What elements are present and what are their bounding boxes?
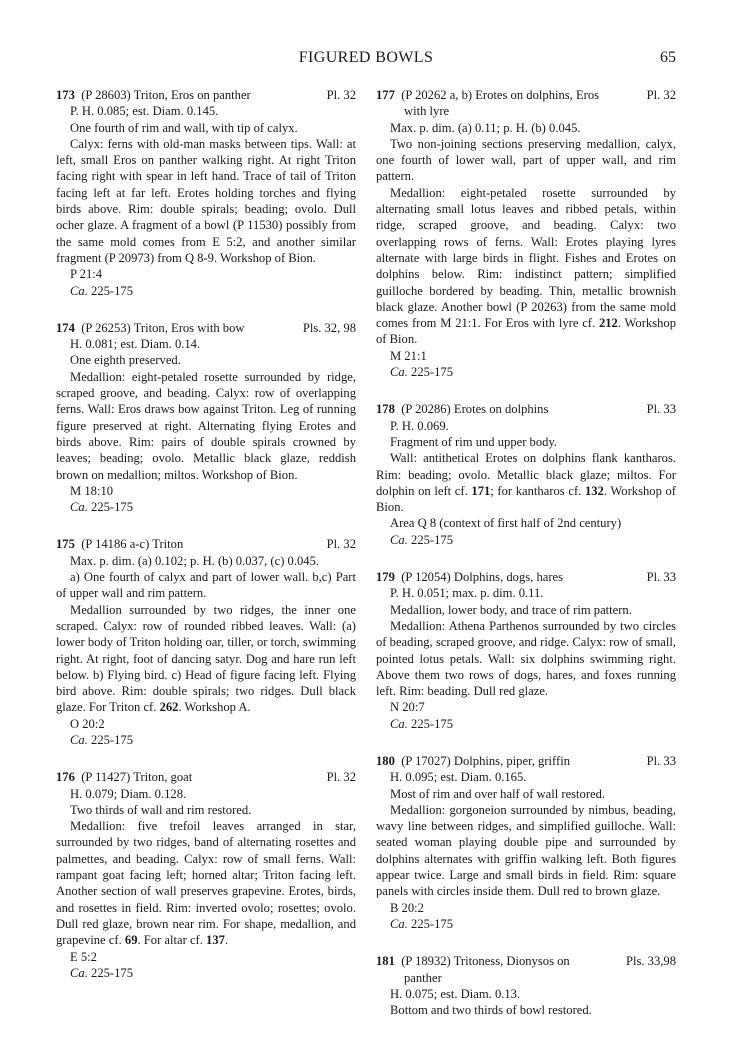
preservation: a) One fourth of calyx and part of lower wall. b,c) Part of upper wall and rim pattern. bbox=[56, 570, 356, 601]
catalog-entry-179 bbox=[376, 569, 676, 732]
date-circa: Ca. bbox=[390, 532, 408, 547]
catalog-entry-181 bbox=[376, 953, 676, 1018]
plate-ref: Pl. 32 bbox=[326, 770, 356, 785]
entry-title: Triton, Eros on panther bbox=[133, 88, 251, 102]
inventory-number: (P 20262 a, b) bbox=[401, 88, 473, 102]
deposit: M 18:10 bbox=[70, 483, 114, 498]
description: Medallion: five trefoil leaves arranged in star, surrounded by two ridges, band of alternating rosettes and palmettes, and beading. Calyx: row of small ferns. Wall: rampant goat facing left; horned altar; Triton facing left. Another section of wall preserves grapevine. Erotes, birds, and rosettes in field. Rim: inverted ovolo; rosettes; ovolo. Dull red glaze, brown near rim. For shape, medallion, and grapevine cf. 69. For altar cf. 137. bbox=[56, 819, 356, 948]
entry-number: 177 bbox=[376, 88, 395, 102]
inventory-number: (P 12054) bbox=[401, 570, 451, 585]
catalog-entry-173 bbox=[56, 87, 356, 299]
entry-title: Erotes on dolphins, Eros bbox=[475, 88, 600, 102]
entry-title-continued: panther bbox=[404, 970, 442, 985]
preservation: Most of rim and over half of wall restored. bbox=[390, 786, 606, 801]
running-title: FIGURED BOWLS bbox=[298, 49, 434, 66]
dimensions: P. H. 0.069. bbox=[390, 418, 449, 433]
entry-number: 180 bbox=[376, 753, 395, 768]
left-column bbox=[56, 87, 356, 1002]
entry-number: 173 bbox=[56, 88, 75, 102]
entry-title: Tritoness, Dionysos on bbox=[453, 954, 570, 969]
catalog-entry-175 bbox=[56, 536, 356, 748]
deposit: N 20:7 bbox=[390, 700, 425, 715]
inventory-number: (P 18932) bbox=[401, 954, 451, 969]
date-circa: Ca. bbox=[70, 283, 88, 298]
deposit: E 5:2 bbox=[70, 949, 97, 964]
entry-number: 179 bbox=[376, 570, 395, 585]
entry-number: 181 bbox=[376, 954, 395, 969]
plate-ref: Pl. 33 bbox=[646, 570, 676, 585]
inventory-number: (P 26253) bbox=[81, 320, 131, 335]
date-circa: Ca. bbox=[70, 732, 88, 747]
page-header bbox=[56, 50, 676, 72]
entry-number: 178 bbox=[376, 402, 395, 417]
dimensions: Max. p. dim. (a) 0.11; p. H. (b) 0.045. bbox=[390, 120, 581, 135]
cross-reference: 212 bbox=[598, 316, 618, 331]
date-circa: Ca. bbox=[390, 716, 408, 731]
dimensions: P. H. 0.051; max. p. dim. 0.11. bbox=[390, 586, 544, 601]
deposit: P 21:4 bbox=[70, 267, 103, 282]
preservation: Bottom and two thirds of bowl restored. bbox=[390, 1003, 592, 1018]
description: Medallion: Athena Parthenos surrounded by two circles of beading, scraped groove, and ridge. Calyx: row of small, pointed lotus petals. Wall: six dolphins swimming right. Above them two rows of dogs, hares, and foxes running left. Rim: beading. Dull red glaze. bbox=[376, 618, 676, 699]
date-circa: Ca. bbox=[390, 365, 408, 380]
date-range: 225-175 bbox=[411, 916, 453, 931]
cross-reference: 137 bbox=[206, 933, 225, 948]
plate-ref: Pl. 32 bbox=[646, 88, 676, 102]
entry-title: Triton, Eros with bow bbox=[133, 320, 245, 335]
description: Medallion: eight-petaled rosette surrounded by alternating small lotus leaves and ribbed petals, within ridge, scraped groove, and beading. Calyx: two overlapping rows of ferns. Wall: Erotes playing lyres alternate with large birds in flight. Fishes and Erotes on dolphins below. Rim: indistinct pattern; simplified guilloche bordered by beading. Thin, metallic brownish black glaze. Another bowl (P 20263) from the same mold comes from M 21:1. For Eros with lyre cf. 212. Workshop of Bion. bbox=[376, 185, 677, 347]
preservation: Fragment of rim und upper body. bbox=[390, 434, 558, 449]
dimensions: H. 0.081; est. Diam. 0.14. bbox=[70, 337, 201, 352]
description: Medallion: eight-petaled rosette surrounded by ridge, scraped groove, and beading. Calyx: row of overlapping ferns. Wall: Eros draws bow against Triton. Leg of running figure preserved at right. Alternating flying Erotes and birds above. Rim: pairs of double spirals crowned by leaves; beading; ovolo. Metallic black glaze, reddish brown on medallion; miltos. Workshop of Bion. bbox=[56, 369, 356, 482]
entry-number: 174 bbox=[56, 320, 75, 335]
plate-ref: Pls. 32, 98 bbox=[302, 320, 356, 335]
entry-title: Triton, goat bbox=[133, 770, 193, 785]
entry-number: 175 bbox=[56, 537, 75, 552]
inventory-number: (P 11427) bbox=[81, 770, 131, 785]
inventory-number: (P 28603) bbox=[81, 88, 131, 102]
dimensions: P. H. 0.085; est. Diam. 0.145. bbox=[70, 104, 219, 119]
date-range: 225-175 bbox=[91, 732, 133, 747]
dimensions: H. 0.075; est. Diam. 0.13. bbox=[390, 986, 521, 1001]
deposit: M 21:1 bbox=[390, 348, 427, 363]
description: Medallion: gorgoneion surrounded by nimbus, beading, wavy line between ridges, and simplified guilloche. Wall: seated woman playing double pipe and surrounded by dolphins alternates with griffin walking left. Both figures appear twice. Large and small birds in field. Rim: square panels with circles inside them. Dull red to brown glaze. bbox=[376, 802, 676, 899]
plate-ref: Pl. 32 bbox=[326, 537, 356, 552]
entry-title: Dolphins, piper, griffin bbox=[453, 753, 570, 768]
cross-reference: 69 bbox=[124, 933, 138, 948]
catalog-entry-177 bbox=[376, 87, 676, 380]
catalog-entry-178 bbox=[376, 401, 676, 548]
date-range: 225-175 bbox=[91, 965, 133, 980]
date-range: 225-175 bbox=[91, 283, 133, 298]
catalog-entry-180 bbox=[376, 753, 676, 932]
preservation: One fourth of rim and wall, with tip of calyx. bbox=[70, 120, 298, 135]
preservation: One eighth preserved. bbox=[70, 353, 181, 368]
catalog-entry-176 bbox=[56, 769, 356, 981]
date-circa: Ca. bbox=[70, 500, 88, 515]
inventory-number: (P 17027) bbox=[401, 753, 451, 768]
entry-title: Dolphins, dogs, hares bbox=[453, 570, 564, 585]
plate-ref: Pl. 33 bbox=[646, 753, 676, 768]
date-circa: Ca. bbox=[390, 916, 408, 931]
entry-number: 176 bbox=[56, 770, 75, 785]
plate-ref: Pl. 32 bbox=[326, 88, 356, 102]
date-range: 225-175 bbox=[411, 716, 453, 731]
preservation: Medallion, lower body, and trace of rim pattern. bbox=[390, 602, 632, 617]
cross-reference: 262 bbox=[159, 700, 179, 715]
catalog-entry-174 bbox=[56, 320, 356, 516]
date-range: 225-175 bbox=[91, 500, 133, 515]
cross-reference: 171 bbox=[471, 483, 491, 498]
description: Wall: antithetical Erotes on dolphins flank kantharos. Rim: beading; ovolo. Metallic black glaze; miltos. For dolphin on left cf. 171; for kantharos cf. 132. Workshop of Bion. bbox=[376, 451, 676, 515]
inventory-number: (P 20286) bbox=[401, 402, 451, 417]
plate-ref: Pl. 33 bbox=[646, 402, 676, 417]
preservation: Two thirds of wall and rim restored. bbox=[70, 802, 252, 817]
deposit: Area Q 8 (context of first half of 2nd century) bbox=[390, 516, 622, 531]
cross-reference: 132 bbox=[584, 483, 604, 498]
inventory-number: (P 14186 a-c) bbox=[81, 537, 150, 552]
date-range: 225-175 bbox=[411, 532, 453, 547]
dimensions: H. 0.095; est. Diam. 0.165. bbox=[390, 770, 527, 785]
entry-title-continued: with lyre bbox=[404, 104, 450, 119]
date-circa: Ca. bbox=[70, 965, 88, 980]
deposit: O 20:2 bbox=[70, 716, 105, 731]
deposit: B 20:2 bbox=[390, 900, 424, 915]
description: Calyx: ferns with old-man masks between tips. Wall: at left, small Eros on panther walking right. At right Triton facing right with spear in left hand. Trace of tail of Triton facing left at far left. Erotes holding torches and flying birds above. Rim: double spirals; beading; ovolo. Dull ocher glaze. A fragment of a bowl (P 11530) possibly from the same mold comes from E 5:2, and another similar fragment (P 20973) from Q 8-9. Workshop of Bion. bbox=[56, 136, 356, 265]
dimensions: Max. p. dim. (a) 0.102; p. H. (b) 0.037, (c) 0.045. bbox=[70, 553, 320, 568]
preservation: Two non-joining sections preserving medallion, calyx, one fourth of lower wall, part of upper wall, and rim pattern. bbox=[376, 136, 676, 184]
plate-ref: Pls. 33,98 bbox=[625, 954, 676, 969]
dimensions: H. 0.079; Diam. 0.128. bbox=[70, 786, 187, 801]
entry-title: Erotes on dolphins bbox=[453, 402, 549, 417]
date-range: 225-175 bbox=[411, 365, 453, 380]
entry-title: Triton bbox=[152, 537, 184, 552]
description: Medallion surrounded by two ridges, the inner one scraped. Calyx: row of rounded ribbed leaves. Wall: (a) lower body of Triton holding oar, tiller, or torch, swimming right. At right, foot of dancing satyr. Dog and hare run left below. b) Flying bird. c) Head of figure facing left. Flying bird above. Rim: double spirals; two ridges. Dull black glaze. For Triton cf. 262. Workshop A. bbox=[56, 602, 356, 715]
right-column bbox=[376, 87, 676, 1039]
page-number: 65 bbox=[660, 49, 676, 66]
